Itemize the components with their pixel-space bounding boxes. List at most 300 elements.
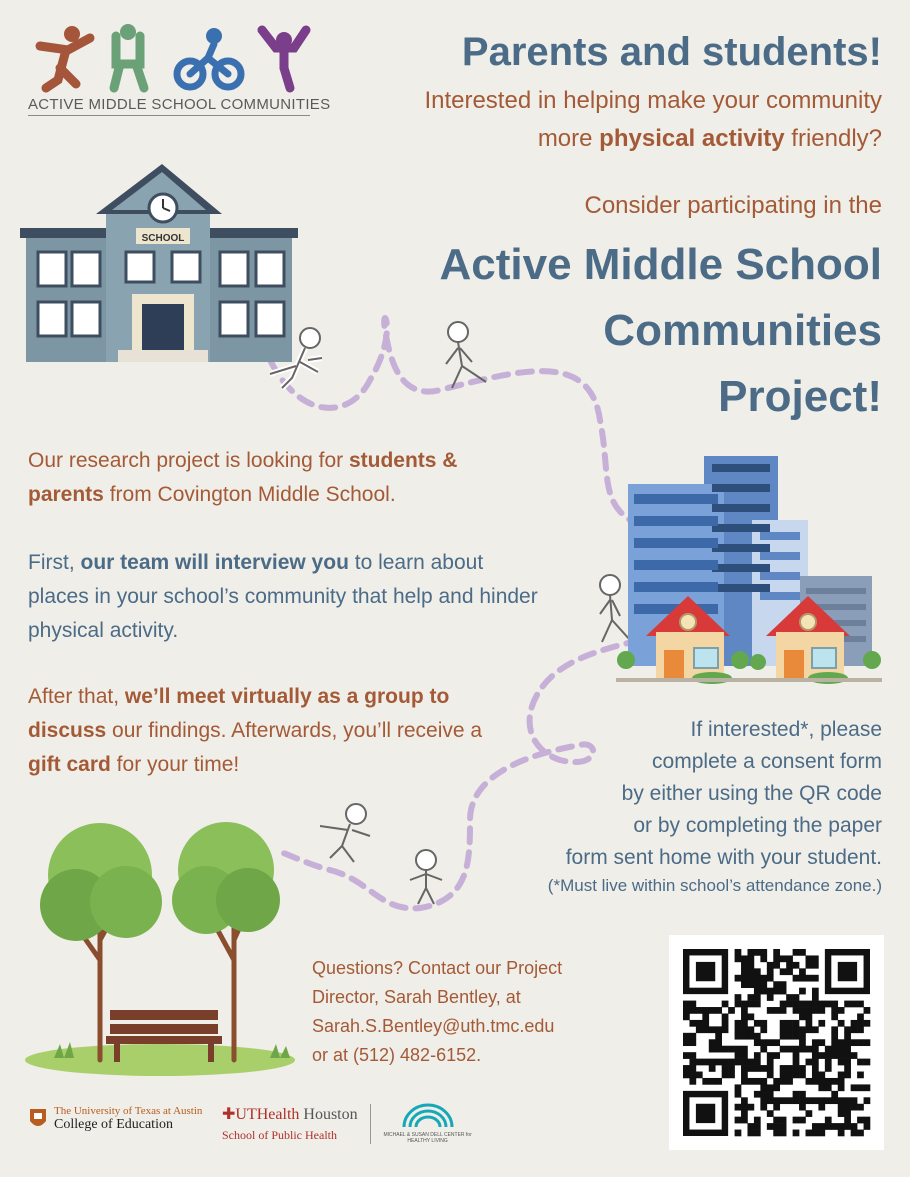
qr-module <box>780 1026 787 1033</box>
qr-module <box>735 955 742 962</box>
qr-module <box>780 1007 787 1014</box>
qr-module <box>741 962 748 969</box>
qr-module <box>754 1091 761 1098</box>
qr-module <box>735 1117 742 1124</box>
qr-module <box>722 1046 729 1053</box>
qr-module <box>715 1039 722 1046</box>
qr-module <box>786 968 793 975</box>
qr-module <box>689 1039 696 1046</box>
qr-module <box>683 1052 690 1059</box>
qr-module <box>780 988 787 995</box>
qr-module <box>754 1123 761 1130</box>
qr-module <box>773 1007 780 1014</box>
qr-module <box>806 975 813 982</box>
qr-module <box>780 955 787 962</box>
qr-module <box>780 1046 787 1053</box>
qr-module <box>760 1026 767 1033</box>
qr-module <box>793 1046 800 1053</box>
qr-module <box>760 975 767 982</box>
qr-module <box>806 962 813 969</box>
qr-module <box>812 962 819 969</box>
uthealth-city: Houston <box>303 1106 358 1123</box>
qr-module <box>806 1078 813 1085</box>
qr-module <box>818 1130 825 1137</box>
qr-module <box>806 1020 813 1027</box>
qr-module <box>722 1072 729 1079</box>
consent-line-5: form sent home with your student. <box>565 846 882 869</box>
qr-module <box>767 975 774 982</box>
ut-college: College of Education <box>54 1117 173 1132</box>
logo-text: ACTIVE MIDDLE SCHOOL COMMUNITIES <box>28 96 331 113</box>
qr-module <box>806 1046 813 1053</box>
qr-module <box>722 1065 729 1072</box>
ut-seal-icon <box>28 1107 48 1131</box>
qr-module <box>812 955 819 962</box>
qr-module <box>844 1104 851 1111</box>
qr-module <box>780 981 787 988</box>
qr-module <box>818 1123 825 1130</box>
qr-module <box>793 1033 800 1040</box>
qr-module <box>812 1059 819 1066</box>
qr-module <box>683 1033 690 1040</box>
qr-module <box>786 1072 793 1079</box>
contact-line-2: Director, Sarah Bentley, at <box>312 987 521 1007</box>
qr-module <box>825 1117 832 1124</box>
qr-module <box>857 1059 864 1066</box>
qr-module <box>735 1033 742 1040</box>
qr-module <box>799 1001 806 1008</box>
qr-module <box>825 1065 832 1072</box>
qr-module <box>747 1078 754 1085</box>
qr-module <box>741 1065 748 1072</box>
qr-module <box>702 1007 709 1014</box>
qr-module <box>741 1104 748 1111</box>
qr-finder-pattern <box>838 962 857 981</box>
qr-module <box>831 1097 838 1104</box>
qr-module <box>735 994 742 1001</box>
qr-module <box>857 1130 864 1137</box>
qr-module <box>806 1026 813 1033</box>
qr-module <box>754 1020 761 1027</box>
consider-text: Consider participating in the <box>584 192 882 219</box>
school-building <box>20 164 298 362</box>
qr-module <box>799 1097 806 1104</box>
recruitment-paragraph <box>28 444 548 512</box>
qr-module <box>831 1026 838 1033</box>
qr-module <box>696 1020 703 1027</box>
qr-module <box>715 1007 722 1014</box>
qr-module <box>799 1072 806 1079</box>
qr-module <box>793 1097 800 1104</box>
qr-module <box>793 1026 800 1033</box>
qr-module <box>696 1072 703 1079</box>
qr-module <box>754 994 761 1001</box>
qr-module <box>689 1065 696 1072</box>
intro-line-1: Interested in helping make your community <box>424 87 882 114</box>
qr-module <box>864 1059 871 1066</box>
qr-module <box>754 988 761 995</box>
qr-module <box>812 1097 819 1104</box>
qr-module <box>831 1013 838 1020</box>
qr-module <box>844 1026 851 1033</box>
qr-module <box>741 1117 748 1124</box>
qr-module <box>825 1123 832 1130</box>
qr-module <box>689 1020 696 1027</box>
qr-module <box>683 1001 690 1008</box>
qr-module <box>722 1059 729 1066</box>
qr-module <box>735 975 742 982</box>
qr-module <box>812 1026 819 1033</box>
walker-figure-2 <box>446 322 486 388</box>
qr-module <box>754 1130 761 1137</box>
qr-finder-pattern <box>696 962 715 981</box>
qr-module <box>812 975 819 982</box>
qr-module <box>715 1059 722 1066</box>
qr-module <box>799 1007 806 1014</box>
uthealth-logo <box>222 1103 473 1144</box>
qr-module <box>799 1065 806 1072</box>
qr-module <box>696 1026 703 1033</box>
qr-module <box>754 1033 761 1040</box>
qr-module <box>851 1026 858 1033</box>
qr-module <box>773 1123 780 1130</box>
qr-module <box>747 1130 754 1137</box>
qr-module <box>812 1078 819 1085</box>
qr-module <box>773 962 780 969</box>
qr-module <box>786 1033 793 1040</box>
qr-module <box>741 1046 748 1053</box>
qr-module <box>780 1097 787 1104</box>
qr-module <box>741 1013 748 1020</box>
qr-module <box>844 1097 851 1104</box>
qr-module <box>844 1110 851 1117</box>
page-title: Parents and students! <box>461 30 882 74</box>
qr-module <box>683 1065 690 1072</box>
dell-center-arch-icon <box>398 1103 458 1127</box>
qr-module <box>773 1097 780 1104</box>
qr-module <box>786 994 793 1001</box>
project-title-line-3: Project! <box>718 372 882 421</box>
qr-module <box>857 1104 864 1111</box>
qr-module <box>780 1001 787 1008</box>
qr-module <box>806 1013 813 1020</box>
qr-module <box>683 1072 690 1079</box>
qr-module <box>767 1052 774 1059</box>
qr-module <box>857 1039 864 1046</box>
qr-module <box>683 1013 690 1020</box>
qr-module <box>812 1123 819 1130</box>
qr-module <box>773 1084 780 1091</box>
qr-module <box>709 1039 716 1046</box>
qr-module <box>793 949 800 956</box>
qr-module <box>780 1130 787 1137</box>
qr-module <box>702 1013 709 1020</box>
qr-module <box>831 1001 838 1008</box>
uthealth-cross-icon: ✚ <box>222 1106 236 1123</box>
qr-module <box>806 955 813 962</box>
qr-module <box>696 1007 703 1014</box>
para2-pre: First, <box>28 551 81 574</box>
qr-module <box>747 1059 754 1066</box>
qr-finder-pattern <box>696 1104 715 1123</box>
qr-module <box>760 1078 767 1085</box>
qr-module <box>864 1020 871 1027</box>
qr-module <box>793 962 800 969</box>
qr-module <box>689 1072 696 1079</box>
para3-pre: After that, <box>28 685 125 708</box>
qr-module <box>786 962 793 969</box>
qr-module <box>773 949 780 956</box>
qr-module <box>747 1033 754 1040</box>
qr-module <box>741 1033 748 1040</box>
qr-module <box>741 1110 748 1117</box>
qr-module <box>799 949 806 956</box>
qr-module <box>838 1123 845 1130</box>
dell-center-text: MICHAEL & SUSAN DELL CENTER for HEALTHY LIVING <box>383 1132 472 1144</box>
qr-module <box>831 1007 838 1014</box>
qr-module <box>818 1007 825 1014</box>
qr-module <box>767 1065 774 1072</box>
qr-module <box>735 1026 742 1033</box>
qr-module <box>709 1046 716 1053</box>
interview-paragraph <box>28 546 548 648</box>
qr-module <box>851 1097 858 1104</box>
qr-module <box>799 1117 806 1124</box>
qr-module <box>831 1078 838 1085</box>
qr-module <box>780 1020 787 1027</box>
intro-line-2-post: friendly? <box>784 125 882 152</box>
qr-module <box>812 1130 819 1137</box>
qr-module <box>851 1001 858 1008</box>
qr-module <box>786 1046 793 1053</box>
qr-module <box>831 1039 838 1046</box>
qr-module <box>754 1052 761 1059</box>
qr-module <box>715 1078 722 1085</box>
qr-module <box>696 1059 703 1066</box>
qr-module <box>818 1078 825 1085</box>
qr-module <box>754 1078 761 1085</box>
qr-module <box>702 1026 709 1033</box>
qr-module <box>780 1123 787 1130</box>
qr-module <box>786 1020 793 1027</box>
qr-module <box>760 1046 767 1053</box>
project-title-line-2: Communities <box>603 306 882 355</box>
qr-module <box>780 1117 787 1124</box>
qr-module <box>767 1097 774 1104</box>
qr-module <box>754 1001 761 1008</box>
attendance-footnote: (*Must live within school’s attendance zone.) <box>547 876 882 895</box>
qr-module <box>780 1072 787 1079</box>
consent-line-1: If interested*, please <box>690 718 882 741</box>
qr-module <box>799 1091 806 1098</box>
qr-module <box>831 1052 838 1059</box>
walker-figure-5 <box>410 850 442 904</box>
qr-module <box>793 1059 800 1066</box>
qr-module <box>728 1007 735 1014</box>
qr-module <box>806 1001 813 1008</box>
qr-module <box>780 1078 787 1085</box>
qr-module <box>793 1091 800 1098</box>
qr-module <box>747 1013 754 1020</box>
ut-name: The University of Texas at Austin <box>54 1105 203 1117</box>
qr-module <box>735 949 742 956</box>
qr-module <box>767 968 774 975</box>
qr-module <box>864 1084 871 1091</box>
qr-module <box>760 1065 767 1072</box>
qr-module <box>806 1130 813 1137</box>
qr-module <box>760 1039 767 1046</box>
qr-module <box>780 1065 787 1072</box>
consent-line-4: or by completing the paper <box>633 814 882 837</box>
qr-module <box>760 988 767 995</box>
qr-module <box>747 1065 754 1072</box>
qr-module <box>825 1046 832 1053</box>
qr-module <box>773 1078 780 1085</box>
qr-module <box>741 1020 748 1027</box>
qr-module <box>864 1117 871 1124</box>
qr-module <box>838 1007 845 1014</box>
qr-module <box>844 1123 851 1130</box>
qr-module <box>793 1117 800 1124</box>
qr-module <box>741 1001 748 1008</box>
qr-module <box>689 1052 696 1059</box>
qr-module <box>773 1104 780 1111</box>
qr-module <box>857 1026 864 1033</box>
project-title-line-1: Active Middle School <box>439 240 882 289</box>
footer-divider <box>370 1104 371 1144</box>
qr-module <box>735 1020 742 1027</box>
qr-module <box>786 955 793 962</box>
qr-module <box>709 1065 716 1072</box>
qr-module <box>857 1013 864 1020</box>
qr-module <box>786 1097 793 1104</box>
qr-module <box>709 1026 716 1033</box>
qr-module <box>741 1097 748 1104</box>
qr-module <box>793 1072 800 1079</box>
qr-module <box>818 1084 825 1091</box>
qr-module <box>825 1059 832 1066</box>
qr-module <box>818 1020 825 1027</box>
qr-module <box>773 1117 780 1124</box>
uthealth-name <box>222 1104 358 1124</box>
qr-module <box>838 1110 845 1117</box>
para1-post: from Covington Middle School. <box>103 483 396 506</box>
qr-module <box>793 1130 800 1137</box>
qr-module <box>735 1130 742 1137</box>
qr-module <box>741 1052 748 1059</box>
qr-module <box>806 1097 813 1104</box>
qr-module <box>799 1039 806 1046</box>
consent-instructions <box>462 714 882 874</box>
qr-module <box>818 1052 825 1059</box>
qr-module <box>786 1078 793 1085</box>
ut-austin-logo <box>28 1105 202 1133</box>
qr-module <box>722 1020 729 1027</box>
qr-module <box>741 975 748 982</box>
qr-module <box>812 1072 819 1079</box>
qr-module <box>747 1026 754 1033</box>
qr-module <box>818 1039 825 1046</box>
qr-module <box>825 1001 832 1008</box>
intro-line-2-pre: more <box>537 125 600 152</box>
qr-module <box>838 1052 845 1059</box>
qr-module <box>812 1007 819 1014</box>
qr-module <box>799 1026 806 1033</box>
qr-module <box>851 1123 858 1130</box>
qr-module <box>760 1104 767 1111</box>
qr-module <box>735 1046 742 1053</box>
qr-module <box>864 1123 871 1130</box>
qr-module <box>747 975 754 982</box>
qr-module <box>709 1059 716 1066</box>
qr-module <box>864 1007 871 1014</box>
qr-module <box>754 1059 761 1066</box>
qr-module <box>838 1046 845 1053</box>
qr-module <box>831 1046 838 1053</box>
qr-module <box>683 1039 690 1046</box>
contact-email[interactable]: Sarah.S.Bentley@uth.tmc.edu <box>312 1016 555 1036</box>
qr-module <box>747 1001 754 1008</box>
qr-module <box>773 1130 780 1137</box>
qr-module <box>722 1026 729 1033</box>
qr-code[interactable] <box>669 935 884 1150</box>
contact-phone[interactable]: or at (512) 482-6152. <box>312 1045 482 1065</box>
qr-module <box>793 1052 800 1059</box>
qr-module <box>799 975 806 982</box>
qr-module <box>844 1039 851 1046</box>
para1-bold-1: students & <box>348 449 458 472</box>
qr-module <box>825 1078 832 1085</box>
qr-module <box>838 1072 845 1079</box>
qr-module <box>715 1033 722 1040</box>
school-sign: SCHOOL <box>141 233 185 244</box>
qr-module <box>773 955 780 962</box>
qr-module <box>838 1059 845 1066</box>
qr-module <box>754 975 761 982</box>
qr-module <box>812 1065 819 1072</box>
qr-module <box>747 981 754 988</box>
qr-module <box>806 1110 813 1117</box>
qr-module <box>812 1001 819 1008</box>
qr-module <box>844 1117 851 1124</box>
qr-module <box>844 1059 851 1066</box>
qr-module <box>728 1065 735 1072</box>
uthealth-wordmark: UTHealth <box>235 1106 300 1123</box>
qr-module <box>838 1020 845 1027</box>
walker-figure-3 <box>600 575 630 642</box>
qr-module <box>818 1072 825 1079</box>
qr-module <box>857 1084 864 1091</box>
qr-module <box>741 955 748 962</box>
qr-module <box>844 1001 851 1008</box>
contact-line-1: Questions? Contact our Project <box>312 958 563 978</box>
qr-module <box>760 1097 767 1104</box>
qr-module <box>767 1123 774 1130</box>
qr-module <box>760 981 767 988</box>
qr-module <box>702 1020 709 1027</box>
qr-module <box>760 1020 767 1027</box>
qr-module <box>844 1033 851 1040</box>
qr-module <box>689 1059 696 1066</box>
qr-module <box>864 1039 871 1046</box>
qr-module <box>709 1078 716 1085</box>
qr-module <box>689 1007 696 1014</box>
qr-module <box>851 1104 858 1111</box>
para2-post: to learn about places in your school’s community that help and hinder physical activity. <box>28 551 538 642</box>
qr-module <box>864 1097 871 1104</box>
qr-module <box>728 1072 735 1079</box>
qr-module <box>735 1059 742 1066</box>
